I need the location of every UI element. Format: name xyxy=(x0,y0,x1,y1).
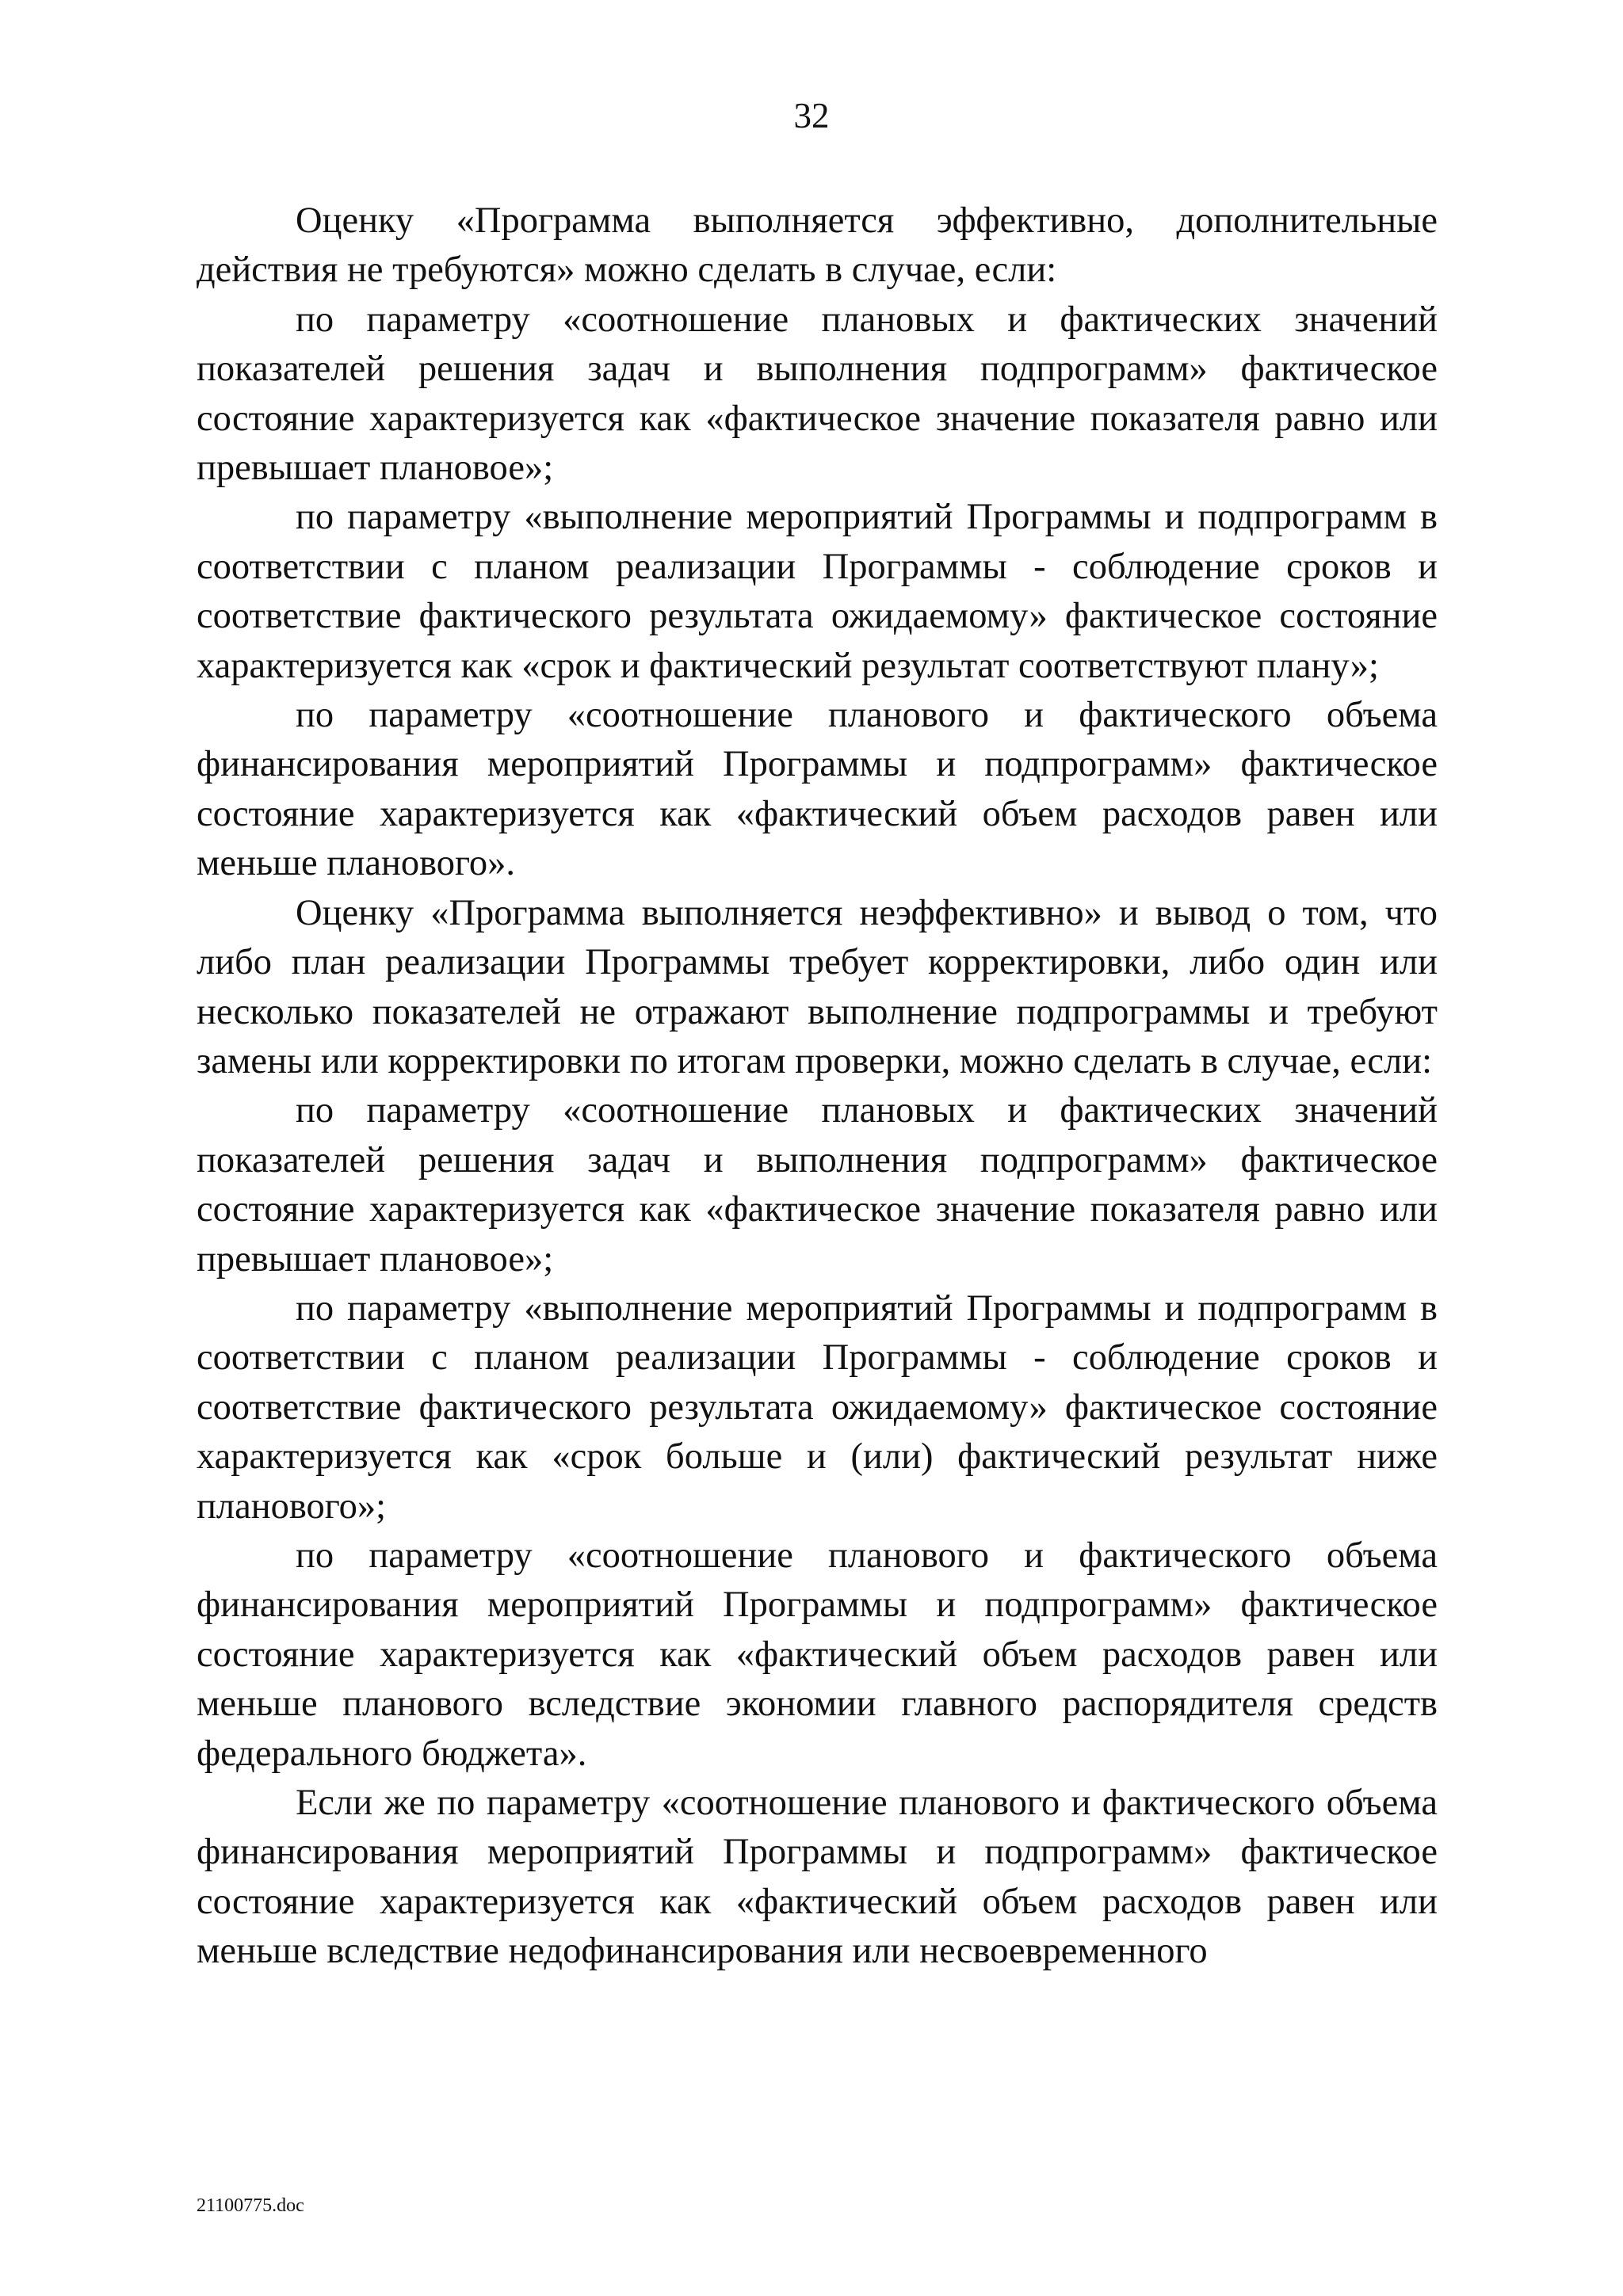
paragraph: по параметру «соотношение плановых и фактических значений показателей решения задач и выполнения подпрограмм» фактическое состояние характеризуется как «фактическое значение показателя равно или превышает плановое»; xyxy=(197,299,1438,489)
paragraph: по параметру «соотношение планового и фактического объема финансирования мероприятий Программы и подпрограмм» фактическое состояние характеризуется как «фактический объем расходов равен или меньше планового». xyxy=(197,695,1438,884)
paragraph: по параметру «соотношение планового и фактического объема финансирования мероприятий Программы и подпрограмм» фактическое состояние характеризуется как «фактический объем расходов равен или меньше планового вследствие экономии главного распорядителя средств федерального бюджета». xyxy=(197,1535,1438,1774)
paragraph: по параметру «выполнение мероприятий Программы и подпрограмм в соответствии с планом реализации Программы - соблюдение сроков и соответствие фактического результата ожидаемому» фактическое состояние характеризуется как «срок больше и (или) фактический результат ниже планового»; xyxy=(197,1287,1438,1527)
paragraph: Оценку «Программа выполняется неэффективно» и вывод о том, что либо план реализации Программы требует корректировки, либо один или несколько показателей не отражают выполнение подпрограммы и требуют замены или корректировки по итогам проверки, можно сделать в случае, если: xyxy=(197,892,1438,1081)
document-file-code: 21100775.doc xyxy=(197,2195,304,2216)
paragraph: по параметру «соотношение плановых и фактических значений показателей решения задач и выполнения подпрограмм» фактическое состояние характеризуется как «фактическое значение показателя равно или превышает плановое»; xyxy=(197,1090,1438,1280)
paragraph: по параметру «выполнение мероприятий Программы и подпрограмм в соответствии с планом реализации Программы - соблюдение сроков и соответствие фактического результата ожидаемому» фактическое состояние характеризуется как «срок и фактический результат соответствуют плану»; xyxy=(197,497,1438,686)
document-body xyxy=(197,196,1438,1977)
page-number: 32 xyxy=(793,96,830,135)
paragraph: Если же по параметру «соотношение планового и фактического объема финансирования мероприятий Программы и подпрограмм» фактическое состояние характеризуется как «фактический объем расходов равен или меньше вследствие недофинансирования или несвоевременного xyxy=(197,1783,1438,1972)
paragraph: Оценку «Программа выполняется эффективно, дополнительные действия не требуются» можно сделать в случае, если: xyxy=(197,200,1438,291)
